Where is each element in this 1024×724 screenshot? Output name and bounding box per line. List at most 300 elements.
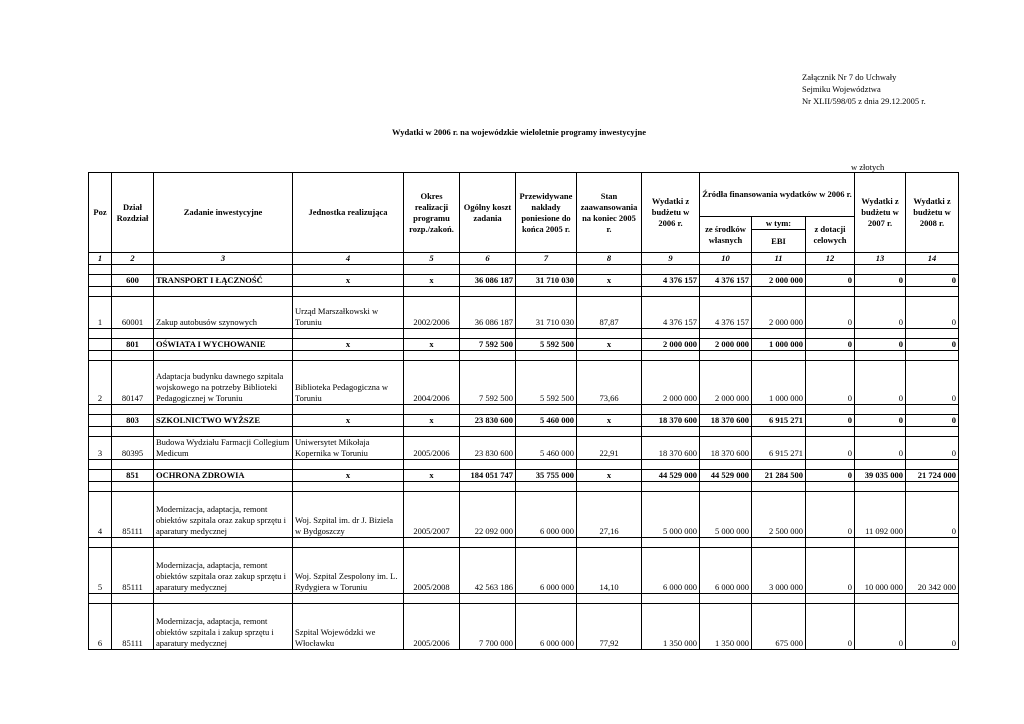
spacer-cell [293,460,404,470]
spacer-cell [700,482,752,492]
total-cost-cell: 7 700 000 [460,604,516,650]
spacer-row [89,329,959,339]
budget-2007-cell: 39 035 000 [855,470,906,482]
spent-cell: 31 710 030 [516,275,577,287]
spacer-cell [516,427,577,437]
spent-cell: 6 000 000 [516,604,577,650]
period-cell: 2004/2006 [404,361,460,405]
spacer-cell [642,329,700,339]
own-funds-cell: 6 000 000 [700,548,752,594]
progress-cell: x [577,339,642,351]
dzial-cell: 85111 [112,492,154,538]
spacer-cell [460,538,516,548]
task-cell: Modernizacja, adaptacja, remont obiektów szpitala oraz zakup sprzętu i aparatury medycznej [154,492,293,538]
spacer-cell [642,265,700,275]
spacer-cell [460,460,516,470]
total-cost-cell: 42 563 186 [460,548,516,594]
budget-2006-cell: 18 370 600 [642,437,700,460]
header-srodki-wlasne: ze środków własnych [700,217,752,253]
spacer-cell [806,351,855,361]
poz-cell: 6 [89,604,112,650]
budget-2007-cell: 11 092 000 [855,492,906,538]
progress-cell: 22,91 [577,437,642,460]
spacer-cell [700,427,752,437]
progress-cell: 87,87 [577,297,642,329]
budget-2008-cell: 0 [906,604,959,650]
column-number: 7 [516,253,577,265]
spacer-cell [460,482,516,492]
spacer-cell [293,329,404,339]
progress-cell: 73,66 [577,361,642,405]
header-poz: Poz [89,173,112,253]
spacer-cell [516,351,577,361]
spacer-cell [906,265,959,275]
spacer-cell [516,594,577,604]
spacer-cell [906,460,959,470]
own-funds-cell: 2 000 000 [700,361,752,405]
unit-cell: x [293,415,404,427]
budget-2008-cell: 0 [906,492,959,538]
spacer-cell [516,405,577,415]
spacer-cell [112,405,154,415]
spacer-cell [577,427,642,437]
spacer-cell [700,287,752,297]
column-number: 3 [154,253,293,265]
spacer-cell [154,405,293,415]
poz-cell [89,339,112,351]
spacer-cell [806,287,855,297]
own-funds-cell: 5 000 000 [700,492,752,538]
dzial-cell: 85111 [112,548,154,594]
spacer-cell [516,329,577,339]
budget-2007-cell: 0 [855,297,906,329]
document-title: Wydatki w 2006 r. na wojewódzkie wieloletnie programy inwestycyjne [392,127,646,137]
budget-2006-cell: 4 376 157 [642,297,700,329]
task-cell: Modernizacja, adaptacja, remont obiektów szpitala i zakup sprzętu i aparatury medycznej [154,604,293,650]
task-row [89,604,959,650]
budget-2008-cell: 0 [906,437,959,460]
spacer-cell [404,460,460,470]
spacer-cell [516,538,577,548]
spacer-cell [642,460,700,470]
spacer-cell [154,482,293,492]
spacer-cell [89,329,112,339]
spacer-cell [516,265,577,275]
budget-2008-cell: 0 [906,297,959,329]
task-row [89,492,959,538]
expenditure-table [88,172,959,650]
spacer-cell [293,351,404,361]
budget-2007-cell: 0 [855,275,906,287]
period-cell: x [404,275,460,287]
budget-2006-cell: 44 529 000 [642,470,700,482]
total-cost-cell: 36 086 187 [460,275,516,287]
spacer-cell [89,351,112,361]
ebi-cell: 2 000 000 [752,275,806,287]
task-cell: Modernizacja, adaptacja, remont obiektów szpitala oraz zakup sprzętu i aparatury medycznej [154,548,293,594]
spacer-cell [806,482,855,492]
task-row [89,548,959,594]
spacer-cell [806,405,855,415]
spacer-row [89,265,959,275]
dzial-cell: 801 [112,339,154,351]
spacer-cell [89,265,112,275]
task-cell: Zakup autobusów szynowych [154,297,293,329]
spacer-cell [577,351,642,361]
spacer-cell [154,287,293,297]
total-cost-cell: 22 092 000 [460,492,516,538]
spacer-cell [404,351,460,361]
spacer-cell [752,594,806,604]
spacer-cell [293,538,404,548]
header-dotacje: z dotacji celowych [806,217,855,253]
header-dzial: Dział Rozdział [112,173,154,253]
column-number: 4 [293,253,404,265]
grants-cell: 0 [806,339,855,351]
spacer-cell [154,538,293,548]
header-jednostka: Jednostka realizująca [293,173,404,253]
budget-2006-cell: 18 370 600 [642,415,700,427]
budget-2008-cell: 0 [906,339,959,351]
column-number: 9 [642,253,700,265]
header-stan: Stan zaawansowania na koniec 2005 r. [577,173,642,253]
spent-cell: 6 000 000 [516,492,577,538]
spacer-cell [642,482,700,492]
budget-2007-cell: 0 [855,415,906,427]
unit-cell: Szpital Wojewódzki we Włocławku [293,604,404,650]
poz-cell: 2 [89,361,112,405]
spacer-cell [906,287,959,297]
budget-2006-cell: 6 000 000 [642,548,700,594]
spacer-cell [112,460,154,470]
budget-2006-cell: 5 000 000 [642,492,700,538]
spacer-cell [293,265,404,275]
task-row [89,297,959,329]
progress-cell: x [577,415,642,427]
spacer-cell [460,351,516,361]
spacer-cell [752,405,806,415]
unit-cell: x [293,339,404,351]
budget-2007-cell: 0 [855,437,906,460]
spacer-cell [460,405,516,415]
spent-cell: 5 592 500 [516,361,577,405]
total-cost-cell: 7 592 500 [460,361,516,405]
total-cost-cell: 23 830 600 [460,415,516,427]
budget-2007-cell: 0 [855,361,906,405]
ebi-cell: 21 284 500 [752,470,806,482]
spacer-cell [906,538,959,548]
spacer-cell [855,287,906,297]
spacer-row [89,287,959,297]
spacer-cell [460,265,516,275]
spent-cell: 5 460 000 [516,415,577,427]
spacer-cell [577,329,642,339]
spacer-cell [642,351,700,361]
spacer-row [89,594,959,604]
own-funds-cell: 2 000 000 [700,339,752,351]
grants-cell: 0 [806,548,855,594]
task-cell: SZKOLNICTWO WYŻSZE [154,415,293,427]
period-cell: x [404,415,460,427]
spent-cell: 5 592 500 [516,339,577,351]
spacer-cell [906,351,959,361]
spacer-row [89,427,959,437]
spacer-cell [112,329,154,339]
spacer-cell [855,405,906,415]
task-cell: Adaptacja budynku dawnego szpitala wojskowego na potrzeby Biblioteki Pedagogicznej w Toruniu [154,361,293,405]
budget-2008-cell: 20 342 000 [906,548,959,594]
spacer-cell [89,405,112,415]
spacer-cell [752,460,806,470]
spacer-cell [700,265,752,275]
section-row [89,339,959,351]
dzial-cell: 60001 [112,297,154,329]
budget-2008-cell: 0 [906,361,959,405]
spacer-row [89,538,959,548]
spacer-cell [855,427,906,437]
spacer-cell [855,329,906,339]
resolution-note-line: Nr XLII/598/05 z dnia 29.12.2005 r. [802,96,926,106]
ebi-cell: 6 915 271 [752,415,806,427]
task-row [89,361,959,405]
poz-cell [89,275,112,287]
header-w-tym: w tym: [752,217,806,230]
spacer-cell [112,538,154,548]
spacer-cell [752,538,806,548]
unit-cell: Urząd Marszałkowski w Toruniu [293,297,404,329]
spacer-cell [154,329,293,339]
column-number: 13 [855,253,906,265]
spacer-cell [700,405,752,415]
spacer-cell [404,538,460,548]
budget-2008-cell: 0 [906,275,959,287]
spacer-cell [577,405,642,415]
dzial-cell: 80147 [112,361,154,405]
unit-cell: Woj. Szpital im. dr J. Biziela w Bydgoszczy [293,492,404,538]
spacer-cell [112,427,154,437]
poz-cell [89,415,112,427]
grants-cell: 0 [806,604,855,650]
spacer-cell [906,594,959,604]
spent-cell: 5 460 000 [516,437,577,460]
spacer-cell [806,329,855,339]
own-funds-cell: 44 529 000 [700,470,752,482]
spacer-cell [806,594,855,604]
budget-2006-cell: 1 350 000 [642,604,700,650]
spent-cell: 35 755 000 [516,470,577,482]
grants-cell: 0 [806,470,855,482]
spacer-cell [460,329,516,339]
dzial-cell: 85111 [112,604,154,650]
budget-2006-cell: 2 000 000 [642,339,700,351]
spacer-cell [293,482,404,492]
header-zrodla: Źródła finansowania wydatków w 2006 r. [700,173,855,217]
progress-cell: 14,10 [577,548,642,594]
ebi-cell: 3 000 000 [752,548,806,594]
poz-cell: 4 [89,492,112,538]
ebi-cell: 2 000 000 [752,297,806,329]
spacer-cell [404,594,460,604]
spacer-cell [89,427,112,437]
period-cell: 2002/2006 [404,297,460,329]
spacer-cell [752,427,806,437]
spacer-cell [460,594,516,604]
spacer-cell [154,594,293,604]
table-header-row [89,173,959,217]
spacer-cell [700,538,752,548]
spacer-cell [855,460,906,470]
resolution-note-line: Załącznik Nr 7 do Uchwały [802,72,897,82]
poz-cell: 1 [89,297,112,329]
spacer-cell [460,427,516,437]
grants-cell: 0 [806,275,855,287]
poz-cell: 3 [89,437,112,460]
total-cost-cell: 36 086 187 [460,297,516,329]
header-wydatki-2008: Wydatki z budżetu w 2008 r. [906,173,959,253]
spacer-cell [642,427,700,437]
spacer-cell [700,460,752,470]
dzial-cell: 600 [112,275,154,287]
spacer-cell [700,329,752,339]
budget-2006-cell: 4 376 157 [642,275,700,287]
spacer-cell [906,482,959,492]
header-koszt: Ogólny koszt zadania [460,173,516,253]
unit-cell: x [293,470,404,482]
resolution-note-line: Sejmiku Województwa [802,84,881,94]
unit-label: w złotych [851,162,885,172]
spacer-cell [577,482,642,492]
spacer-cell [855,265,906,275]
column-number: 6 [460,253,516,265]
ebi-cell: 675 000 [752,604,806,650]
budget-2008-cell: 21 724 000 [906,470,959,482]
spacer-cell [855,482,906,492]
spacer-cell [700,351,752,361]
spacer-cell [906,405,959,415]
unit-cell: Woj. Szpital Zespolony im. L. Rydygiera w Toruniu [293,548,404,594]
spacer-cell [460,287,516,297]
progress-cell: x [577,470,642,482]
ebi-cell: 2 500 000 [752,492,806,538]
column-number: 2 [112,253,154,265]
header-ebi: EBI [752,230,806,253]
spacer-cell [404,482,460,492]
spacer-row [89,351,959,361]
task-cell: Budowa Wydziału Farmacji Collegium Medicum [154,437,293,460]
spacer-cell [89,460,112,470]
total-cost-cell: 23 830 600 [460,437,516,460]
spacer-cell [642,594,700,604]
section-row [89,275,959,287]
grants-cell: 0 [806,415,855,427]
own-funds-cell: 18 370 600 [700,415,752,427]
own-funds-cell: 4 376 157 [700,297,752,329]
spent-cell: 6 000 000 [516,548,577,594]
spacer-cell [752,351,806,361]
column-number: 10 [700,253,752,265]
spacer-cell [806,538,855,548]
spacer-cell [154,427,293,437]
column-number: 1 [89,253,112,265]
period-cell: 2005/2008 [404,548,460,594]
spacer-cell [577,287,642,297]
header-wydatki-2006: Wydatki z budżetu w 2006 r. [642,173,700,253]
period-cell: 2005/2006 [404,604,460,650]
spacer-cell [806,265,855,275]
spacer-cell [752,265,806,275]
spacer-cell [577,460,642,470]
ebi-cell: 1 000 000 [752,361,806,405]
column-number: 14 [906,253,959,265]
spacer-cell [154,351,293,361]
budget-2007-cell: 0 [855,604,906,650]
spacer-cell [404,329,460,339]
unit-cell: Uniwersytet Mikołaja Kopernika w Toruniu [293,437,404,460]
spacer-cell [293,427,404,437]
spacer-cell [89,538,112,548]
spacer-cell [112,287,154,297]
period-cell: 2005/2007 [404,492,460,538]
grants-cell: 0 [806,297,855,329]
column-number: 11 [752,253,806,265]
task-cell: OŚWIATA I WYCHOWANIE [154,339,293,351]
spacer-row [89,482,959,492]
spacer-cell [112,482,154,492]
column-number: 12 [806,253,855,265]
spacer-cell [112,351,154,361]
spacer-cell [700,594,752,604]
spacer-cell [577,594,642,604]
spacer-cell [112,265,154,275]
spacer-cell [404,265,460,275]
spacer-row [89,405,959,415]
resolution-note [802,71,926,107]
section-row [89,415,959,427]
period-cell: x [404,470,460,482]
progress-cell: x [577,275,642,287]
spacer-cell [752,329,806,339]
task-cell: TRANSPORT I ŁĄCZNOŚĆ [154,275,293,287]
unit-cell: Biblioteka Pedagogiczna w Toruniu [293,361,404,405]
grants-cell: 0 [806,437,855,460]
progress-cell: 27,16 [577,492,642,538]
dzial-cell: 851 [112,470,154,482]
budget-2008-cell: 0 [906,415,959,427]
column-number-row [89,253,959,265]
period-cell: x [404,339,460,351]
spacer-cell [112,594,154,604]
spacer-cell [906,329,959,339]
budget-2007-cell: 10 000 000 [855,548,906,594]
spacer-cell [404,427,460,437]
ebi-cell: 1 000 000 [752,339,806,351]
header-wydatki-2007: Wydatki z budżetu w 2007 r. [855,173,906,253]
spacer-cell [89,482,112,492]
total-cost-cell: 7 592 500 [460,339,516,351]
spacer-cell [855,351,906,361]
spacer-cell [516,460,577,470]
column-number: 8 [577,253,642,265]
spacer-cell [642,538,700,548]
header-okres: Okres realizacji programu rozp./zakoń. [404,173,460,253]
header-zadanie: Zadanie inwestycyjne [154,173,293,253]
grants-cell: 0 [806,492,855,538]
period-cell: 2005/2006 [404,437,460,460]
spacer-cell [906,427,959,437]
budget-2006-cell: 2 000 000 [642,361,700,405]
ebi-cell: 6 915 271 [752,437,806,460]
spacer-cell [293,405,404,415]
